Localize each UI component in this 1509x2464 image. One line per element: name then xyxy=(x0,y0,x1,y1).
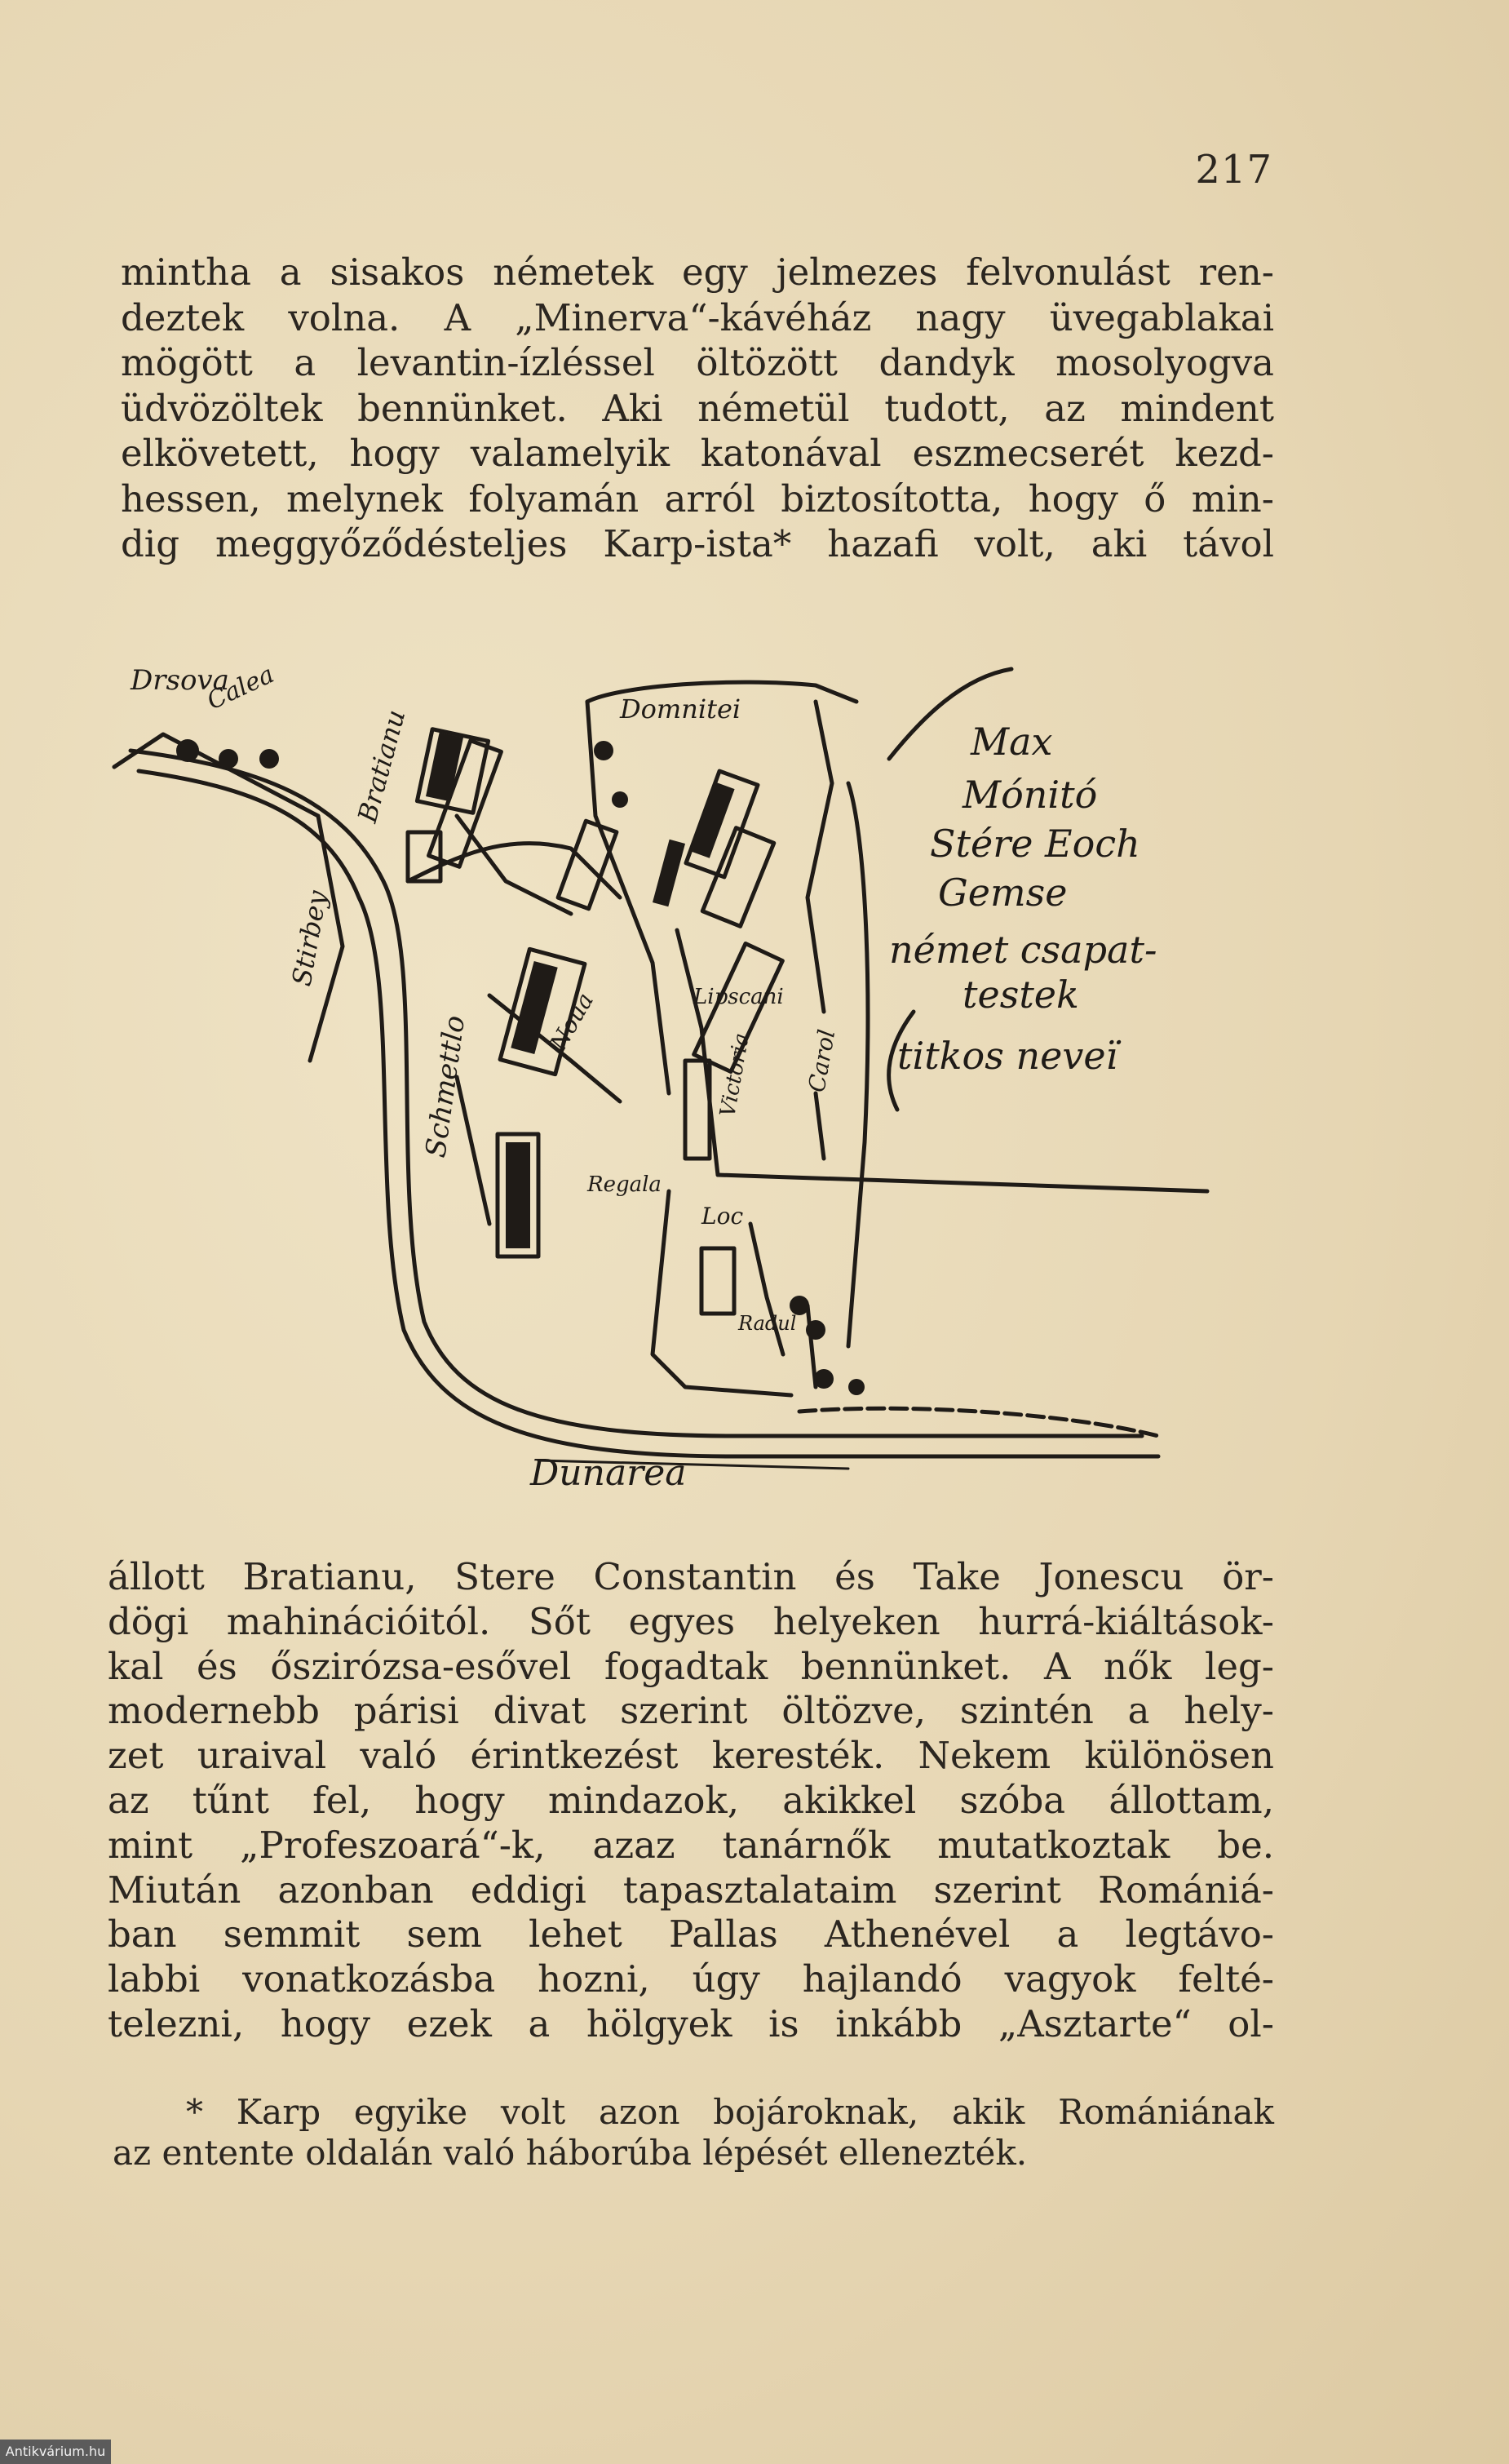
map-label-lipscani: Lipscani xyxy=(693,985,784,1009)
map-label-drsova: Drsova xyxy=(131,664,229,697)
text-line: mögött a levantin-ízléssel öltözött dandyk mosolyogva xyxy=(121,341,1274,384)
marker-dot xyxy=(594,741,613,760)
footnote xyxy=(113,2092,1274,2174)
text-line: üdvözöltek bennünket. Aki németül tudott, az mindent xyxy=(121,386,1274,430)
marker-dot xyxy=(814,1369,834,1389)
legend-line: titkos neveï xyxy=(897,1034,1118,1078)
map-label-domnitei: Domnitei xyxy=(620,694,741,725)
street xyxy=(750,1224,783,1354)
text-line: hessen, melynek folyamán arról biztosította, hogy ő min- xyxy=(121,476,1274,521)
map-label-loc: Loc xyxy=(701,1203,744,1230)
map-label-noua: Noua xyxy=(544,988,600,1056)
text-line: labbi vonatkozásba hozni, úgy hajlandó vagyok felté- xyxy=(108,1957,1274,2001)
text-line: elkövetett, hogy valamelyik katonával eszmecserét kezd- xyxy=(121,432,1274,475)
text-line: mint „Profeszoará“-k, azaz tanárnők mutatkoztak be. xyxy=(108,1823,1274,1867)
text-line: dig meggyőződésteljes Karp-ista* hazafi volt, aki távol xyxy=(121,522,1274,565)
legend-line: Gemse xyxy=(938,871,1068,915)
city-map-sketch xyxy=(0,571,1509,1518)
map-label-bratianu: Bratianu xyxy=(352,706,412,827)
marker-dot xyxy=(806,1320,825,1340)
marker-dot xyxy=(219,749,238,769)
street xyxy=(808,702,832,1012)
city-block xyxy=(701,1248,734,1314)
map-label-regala: Regala xyxy=(587,1172,662,1197)
map-label-carol: Carol xyxy=(803,1027,841,1095)
legend-line: német csapat- xyxy=(889,928,1157,972)
map-label-victoria: Victoria xyxy=(715,1031,754,1119)
text-line: mintha a sisakos németek egy jelmezes felvonulást ren- xyxy=(121,250,1274,294)
legend-line: Mónitó xyxy=(962,773,1098,817)
river-shore xyxy=(799,1408,1158,1436)
street xyxy=(816,1093,824,1159)
text-line: állott Bratianu, Stere Constantin és Take Jonescu ör- xyxy=(108,1555,1274,1598)
hatched-block xyxy=(506,1142,530,1248)
legend-line: testek xyxy=(962,973,1079,1017)
footnote-line: az entente oldalán való háborúba lépését ellenezték. xyxy=(113,2133,1028,2173)
street xyxy=(718,1175,1207,1191)
map-label-stirbey: Stirbey xyxy=(285,888,334,989)
body-paragraph-top xyxy=(121,250,1274,567)
street xyxy=(808,1305,816,1387)
marker-dot xyxy=(848,1379,865,1395)
map-label-radul: Radul xyxy=(738,1312,797,1335)
text-line: az tűnt fel, hogy mindazok, akikkel szóba állottam, xyxy=(108,1778,1274,1822)
body-paragraph-bottom xyxy=(108,1555,1274,2047)
map-label-calea: Calea xyxy=(202,660,279,716)
footnote-line: * Karp egyike volt azon bojároknak, akik Romániának xyxy=(186,2092,1274,2132)
text-line: modernebb párisi divat szerint öltözve, szintén a hely- xyxy=(108,1689,1274,1733)
text-line: ban semmit sem lehet Pallas Athenével a legtávo- xyxy=(108,1912,1274,1957)
page-number: 217 xyxy=(1195,147,1272,193)
marker-dot xyxy=(176,739,199,762)
legend-line: Max xyxy=(971,720,1053,764)
text-line: telezni, hogy ezek a hölgyek is inkább „Asztarte“ ol- xyxy=(108,2001,1274,2045)
legend-line: Stére Eoch xyxy=(930,822,1140,866)
text-line: zet uraival való érintkezést keresték. Nekem különösen xyxy=(108,1734,1274,1778)
road-line xyxy=(114,734,318,816)
marker-dot xyxy=(612,791,628,808)
text-line: Miután azonban eddigi tapasztalataim szerint Romániá- xyxy=(108,1868,1274,1912)
map-label-dunarea: Dunarea xyxy=(530,1452,687,1494)
text-line: dögi mahinációitól. Sőt egyes helyeken hurrá-kiáltások- xyxy=(108,1599,1274,1643)
street xyxy=(457,1077,489,1224)
text-line: deztek volna. A „Minerva“-kávéház nagy üvegablakai xyxy=(121,295,1274,339)
marker-dot xyxy=(259,749,279,769)
street xyxy=(848,783,868,1346)
hatched-block xyxy=(653,840,685,906)
text-line: kal és őszirózsa-esővel fogadtak bennünket. A nők leg- xyxy=(108,1644,1274,1688)
watermark: Antikvárium.hu xyxy=(0,2440,111,2464)
map-label-schmettlo: Schmettlo xyxy=(419,1013,472,1160)
